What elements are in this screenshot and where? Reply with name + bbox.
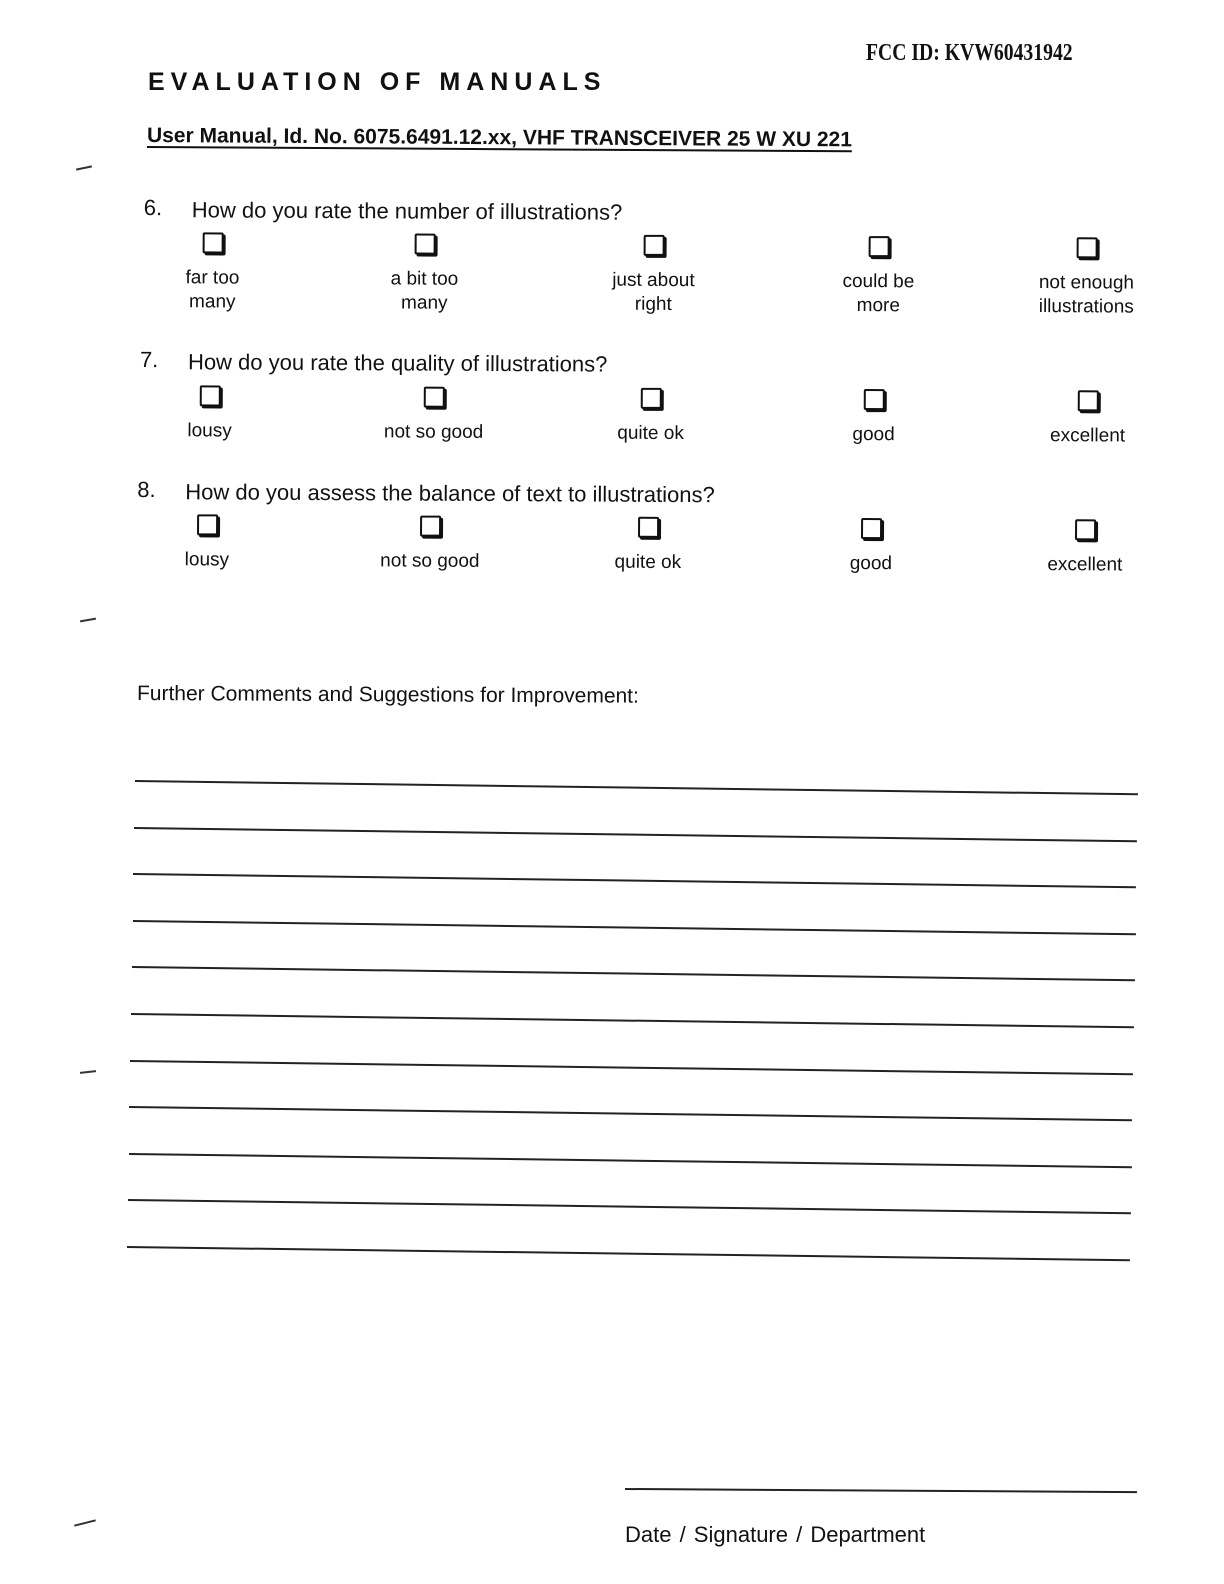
option-label: excellent	[1050, 425, 1126, 447]
option-not-so-good	[350, 515, 510, 574]
option-just-about-right	[573, 234, 733, 317]
checkbox[interactable]	[420, 516, 441, 537]
option-not-so-good	[354, 386, 514, 445]
comment-line[interactable]	[129, 1153, 1132, 1168]
comment-line[interactable]	[128, 1199, 1131, 1214]
margin-mark	[80, 1070, 96, 1074]
manual-identifier: User Manual, Id. No. 6075.6491.12.xx, VHF TRANSCEIVER 25 W XU 221	[146, 124, 852, 152]
comments-label: Further Comments and Suggestions for Improvement:	[136, 682, 639, 708]
option-label: good	[849, 552, 893, 575]
margin-mark	[80, 618, 96, 623]
signature-caption: Date / Signature / Department	[625, 1522, 926, 1547]
comment-line[interactable]	[129, 1106, 1132, 1121]
page-title: EVALUATION OF MANUALS	[148, 68, 607, 96]
option-quite-ok	[571, 387, 731, 446]
checkbox[interactable]	[868, 236, 889, 257]
checkbox[interactable]	[414, 234, 435, 255]
question-number: 7.	[139, 347, 159, 373]
checkbox[interactable]	[202, 232, 223, 253]
fcc-id-label: FCC ID: KVW60431942	[866, 40, 1073, 66]
option-label: lousy	[184, 549, 230, 571]
signature-line[interactable]	[625, 1488, 1137, 1493]
option-not-enough-illustrations	[1006, 237, 1166, 320]
question-text: How do you rate the quality of illustrations?	[187, 349, 608, 377]
checkbox[interactable]	[199, 385, 220, 406]
margin-mark	[76, 165, 92, 170]
question-number: 8.	[137, 476, 156, 503]
option-label: not so good	[383, 421, 484, 443]
option-excellent	[1008, 390, 1168, 449]
question-number: 6.	[143, 195, 163, 221]
comment-line[interactable]	[127, 1246, 1130, 1261]
question-text: How do you rate the number of illustrations?	[191, 197, 623, 225]
question-text: How do you assess the balance of text to illustrations?	[185, 479, 715, 508]
checkbox[interactable]	[640, 388, 661, 409]
checkbox[interactable]	[643, 235, 664, 256]
option-good	[794, 389, 954, 448]
comment-line[interactable]	[131, 1013, 1134, 1028]
option-could-be-more	[798, 236, 958, 319]
checkbox[interactable]	[638, 517, 659, 538]
option-quite-ok	[568, 516, 728, 575]
comment-line[interactable]	[133, 873, 1136, 888]
option-label: not enough illustrations	[1038, 272, 1135, 318]
option-label: not so good	[380, 550, 480, 572]
option-label: just about right	[612, 269, 695, 315]
checkbox[interactable]	[423, 387, 444, 408]
margin-mark	[74, 1519, 96, 1526]
option-lousy	[127, 514, 287, 573]
comment-line[interactable]	[134, 827, 1137, 842]
checkbox[interactable]	[1077, 390, 1098, 411]
checkbox[interactable]	[197, 514, 218, 535]
option-label: quite ok	[617, 422, 684, 445]
comment-line[interactable]	[133, 920, 1136, 935]
checkbox[interactable]	[1074, 519, 1095, 540]
option-a-bit-too-many	[344, 233, 504, 316]
option-far-too-many	[132, 232, 292, 315]
checkbox[interactable]	[863, 389, 884, 410]
option-label: far too many	[185, 267, 240, 313]
option-lousy	[130, 385, 290, 444]
option-label: good	[852, 423, 895, 446]
option-label: a bit too many	[390, 268, 459, 314]
comment-line[interactable]	[135, 780, 1138, 795]
option-good	[791, 518, 951, 577]
comment-line[interactable]	[132, 966, 1135, 981]
option-label: could be more	[842, 270, 915, 317]
option-label: quite ok	[614, 551, 682, 574]
option-label: lousy	[187, 420, 232, 442]
option-label: excellent	[1047, 554, 1123, 576]
option-excellent	[1005, 519, 1165, 578]
checkbox[interactable]	[1076, 237, 1097, 258]
comment-line[interactable]	[130, 1060, 1133, 1075]
checkbox[interactable]	[861, 518, 882, 539]
